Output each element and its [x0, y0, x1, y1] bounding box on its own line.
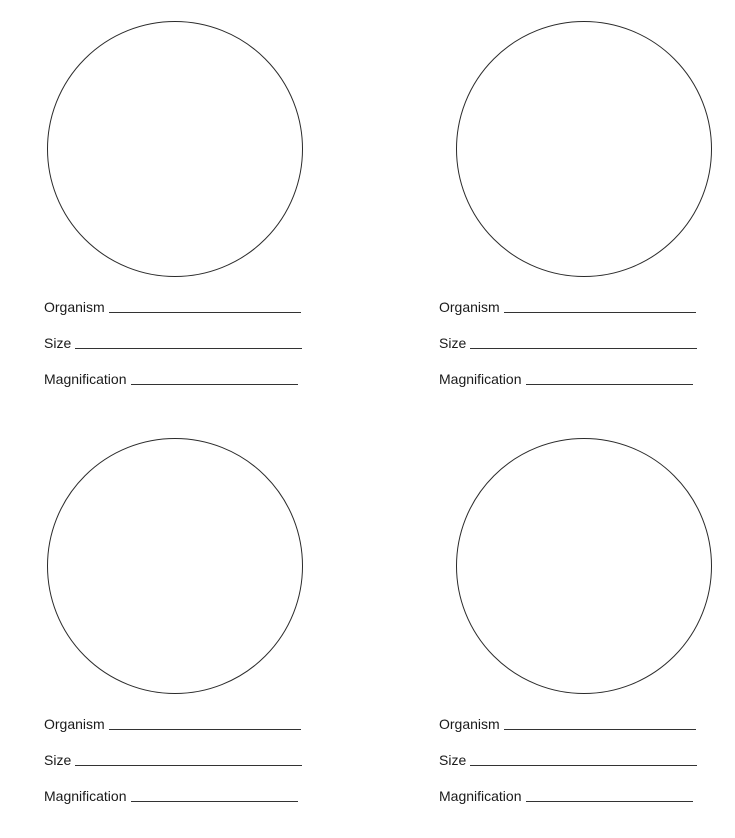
field-of-view-circle[interactable]: [47, 438, 303, 694]
magnification-field[interactable]: [439, 786, 693, 804]
size-label: Size: [439, 752, 467, 768]
observation-panel-2: [439, 21, 735, 421]
size-blank-line[interactable]: [75, 348, 302, 349]
size-field[interactable]: [439, 750, 697, 768]
size-field[interactable]: [439, 333, 697, 351]
organism-blank-line[interactable]: [109, 729, 301, 730]
magnification-field[interactable]: [44, 369, 298, 387]
observation-panel-1: [44, 21, 344, 421]
size-label: Size: [44, 752, 72, 768]
magnification-label: Magnification: [439, 371, 522, 387]
observation-panel-4: [439, 438, 735, 838]
magnification-label: Magnification: [44, 788, 127, 804]
magnification-label: Magnification: [44, 371, 127, 387]
magnification-blank-line[interactable]: [526, 384, 693, 385]
magnification-label: Magnification: [439, 788, 522, 804]
size-blank-line[interactable]: [470, 765, 697, 766]
magnification-blank-line[interactable]: [131, 801, 298, 802]
size-label: Size: [44, 335, 72, 351]
magnification-blank-line[interactable]: [526, 801, 693, 802]
magnification-field[interactable]: [44, 786, 298, 804]
size-field[interactable]: [44, 750, 302, 768]
organism-blank-line[interactable]: [504, 729, 696, 730]
organism-label: Organism: [44, 716, 105, 732]
size-label: Size: [439, 335, 467, 351]
organism-label: Organism: [44, 299, 105, 315]
organism-label: Organism: [439, 299, 500, 315]
magnification-blank-line[interactable]: [131, 384, 298, 385]
size-blank-line[interactable]: [470, 348, 697, 349]
observation-panel-3: [44, 438, 344, 838]
organism-label: Organism: [439, 716, 500, 732]
organism-blank-line[interactable]: [109, 312, 301, 313]
organism-field[interactable]: [44, 714, 301, 732]
magnification-field[interactable]: [439, 369, 693, 387]
field-of-view-circle[interactable]: [456, 438, 712, 694]
organism-blank-line[interactable]: [504, 312, 696, 313]
organism-field[interactable]: [439, 297, 696, 315]
organism-field[interactable]: [439, 714, 696, 732]
organism-field[interactable]: [44, 297, 301, 315]
field-of-view-circle[interactable]: [456, 21, 712, 277]
field-of-view-circle[interactable]: [47, 21, 303, 277]
size-blank-line[interactable]: [75, 765, 302, 766]
size-field[interactable]: [44, 333, 302, 351]
